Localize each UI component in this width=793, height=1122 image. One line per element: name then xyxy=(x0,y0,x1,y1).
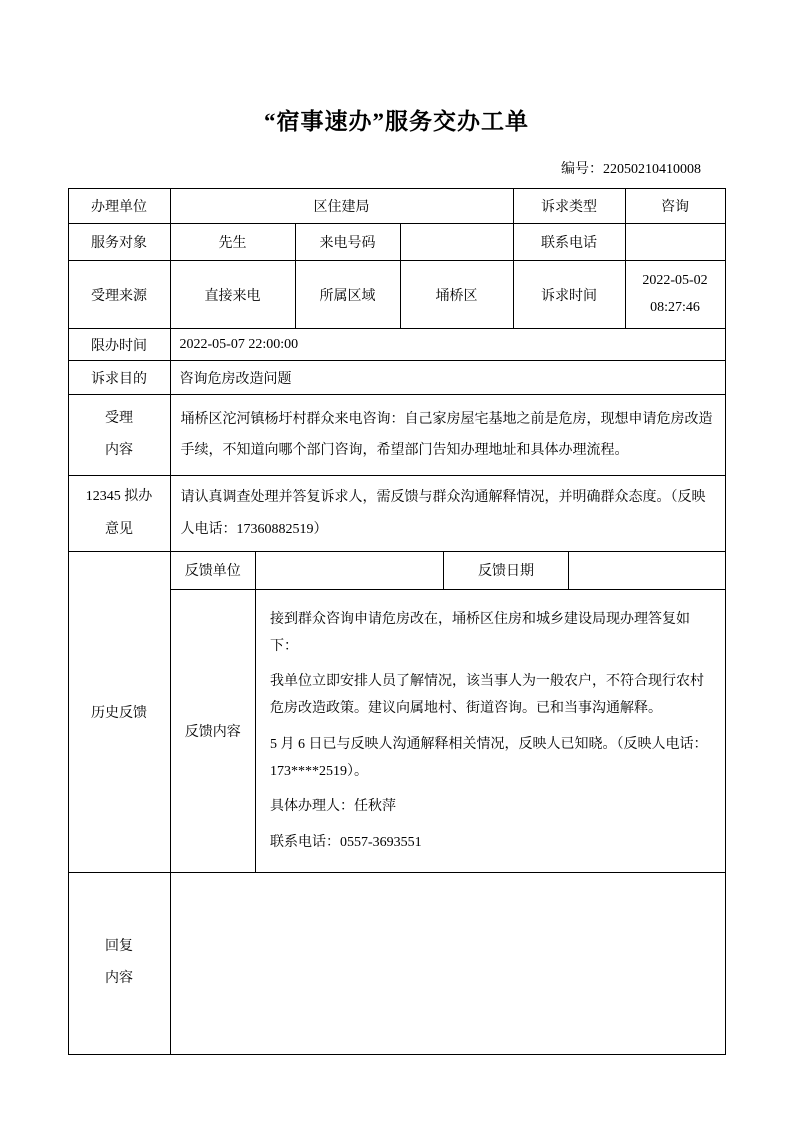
serial-number: 编号：22050210410008 xyxy=(561,162,701,177)
deadline-value: 2022-05-07 22:00:00 xyxy=(170,329,725,361)
source-label: 受理来源 xyxy=(68,261,170,329)
region-value: 埇桥区 xyxy=(400,261,513,329)
acceptance-label xyxy=(68,395,170,476)
appeal-time-value xyxy=(625,261,725,329)
table-row xyxy=(171,589,726,872)
feedback-paragraph: 5 月 6 日已与反映人沟通解释相关情况，反映人已知晓。（反映人电话：173****2519）。 xyxy=(270,736,708,779)
table-row xyxy=(68,395,725,476)
appeal-type-label: 诉求类型 xyxy=(513,189,625,224)
feedback-paragraph: 联系电话：0557-3693551 xyxy=(270,834,422,850)
service-target-value: 先生 xyxy=(170,224,295,261)
appeal-type-value: 咨询 xyxy=(625,189,725,224)
feedback-date-value xyxy=(569,552,726,589)
history-feedback-table xyxy=(171,552,726,872)
feedback-date-label: 反馈日期 xyxy=(444,552,569,589)
appeal-time-label: 诉求时间 xyxy=(513,261,625,329)
reply-label-line2: 内容 xyxy=(105,971,133,987)
feedback-content-cell xyxy=(256,589,726,872)
table-row xyxy=(171,552,726,589)
service-target-label: 服务对象 xyxy=(68,224,170,261)
table-row xyxy=(68,872,725,1054)
proposal-label-line2: 意见 xyxy=(105,521,133,537)
feedback-unit-value xyxy=(256,552,444,589)
reply-label xyxy=(68,872,170,1054)
history-feedback-label: 历史反馈 xyxy=(68,552,170,873)
feedback-paragraph: 接到群众咨询申请危房改在，埇桥区住房和城乡建设局现办理答复如下： xyxy=(270,611,690,654)
acceptance-content: 埇桥区沱河镇杨圩村群众来电咨询：自己家房屋宅基地之前是危房，现想申请危房改造手续，不知道向哪个部门咨询，希望部门告知办理地址和具体办理流程。 xyxy=(170,395,725,476)
purpose-label: 诉求目的 xyxy=(68,361,170,395)
history-feedback-cell xyxy=(170,552,725,873)
feedback-content-label: 反馈内容 xyxy=(171,589,256,872)
reply-label-line1: 回复 xyxy=(105,939,133,955)
table-row xyxy=(68,261,725,329)
page-title: “宿事速办”服务交办工单 xyxy=(264,109,529,134)
contact-phone-label: 联系电话 xyxy=(513,224,625,261)
source-value: 直接来电 xyxy=(170,261,295,329)
caller-number-value xyxy=(400,224,513,261)
table-row xyxy=(68,552,725,873)
handling-unit-label: 办理单位 xyxy=(68,189,170,224)
proposal-label xyxy=(68,476,170,552)
appeal-time-date: 2022-05-02 xyxy=(642,272,708,288)
acceptance-label-line2: 内容 xyxy=(105,443,133,458)
table-row xyxy=(68,224,725,261)
appeal-time-clock: 08:27:46 xyxy=(650,299,700,315)
proposal-label-line1: 12345 拟办 xyxy=(85,489,153,505)
caller-number-label: 来电号码 xyxy=(295,224,400,261)
table-row xyxy=(68,329,725,361)
handling-unit-value: 区住建局 xyxy=(170,189,513,224)
proposal-content: 请认真调查处理并答复诉求人，需反馈与群众沟通解释情况，并明确群众态度。（反映人电话：17360882519） xyxy=(170,476,725,552)
contact-phone-value xyxy=(625,224,725,261)
feedback-paragraph: 具体办理人：任秋萍 xyxy=(270,799,396,815)
table-row xyxy=(68,361,725,395)
acceptance-label-line1: 受理 xyxy=(105,410,133,426)
work-order-table xyxy=(68,188,726,1055)
feedback-content xyxy=(262,592,720,870)
deadline-label: 限办时间 xyxy=(68,329,170,361)
region-label: 所属区域 xyxy=(295,261,400,329)
table-row xyxy=(68,476,725,552)
table-row xyxy=(68,189,725,224)
purpose-value: 咨询危房改造问题 xyxy=(170,361,725,395)
reply-content xyxy=(170,872,725,1054)
feedback-unit-label: 反馈单位 xyxy=(171,552,256,589)
feedback-paragraph: 我单位立即安排人员了解情况，该当事人为一般农户，不符合现行农村危房改造政策。建议向属地村、街道咨询。已和当事沟通解释。 xyxy=(270,674,704,717)
